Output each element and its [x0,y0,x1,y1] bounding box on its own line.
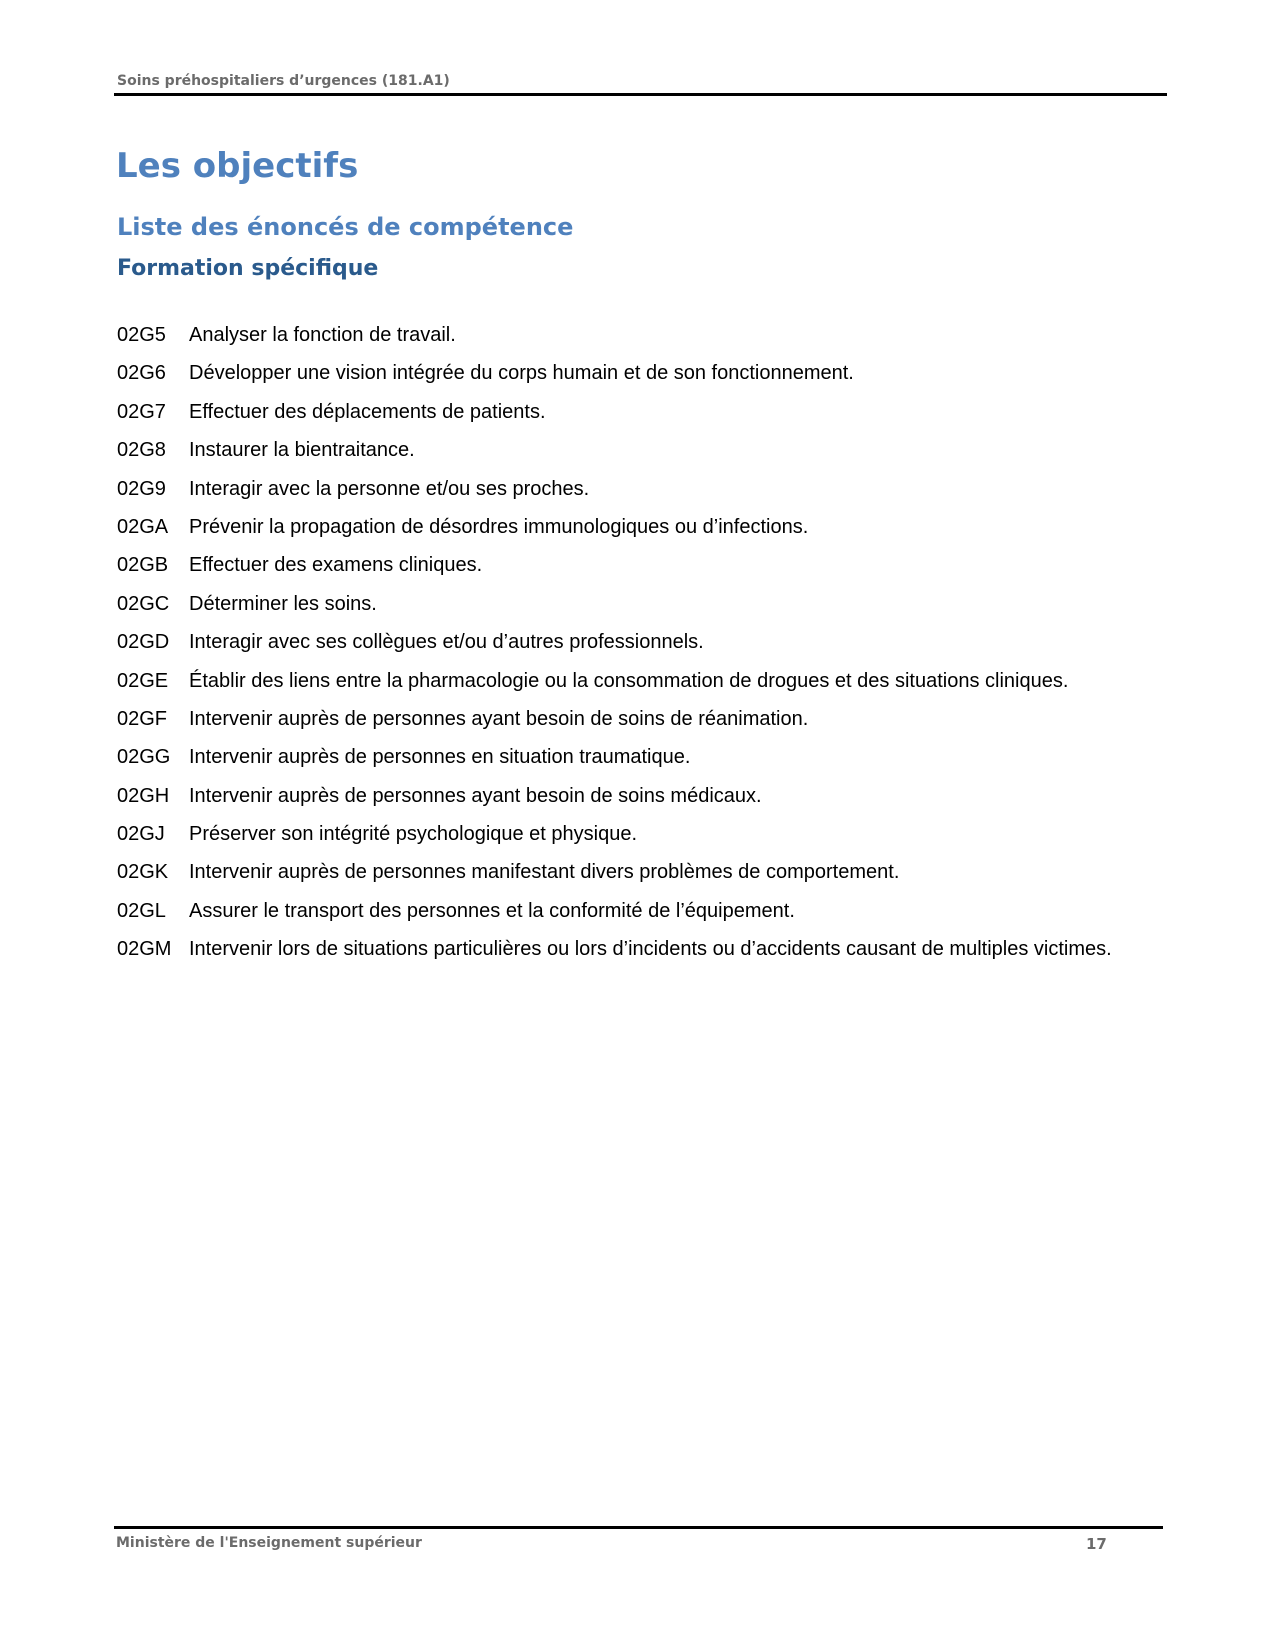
list-item [117,668,1167,694]
competency-text: Effectuer des examens cliniques. [189,554,483,577]
list-item [117,859,1167,885]
competency-text: Intervenir auprès de personnes ayant besoin de soins de réanimation. [189,707,809,730]
list-item [117,898,1167,924]
competency-code: 02G6 [117,362,166,385]
competency-text: Assurer le transport des personnes et la conformité de l’équipement. [189,899,795,922]
competency-text: Développer une vision intégrée du corps humain et de son fonctionnement. [189,362,854,385]
competency-text: Préserver son intégrité psychologique et physique. [189,823,638,846]
competency-code: 02GK [117,861,169,884]
list-item [117,936,1167,962]
competency-text: Instaurer la bientraitance. [189,439,415,462]
competency-text: Prévenir la propagation de désordres immunologiques ou d’infections. [189,515,809,538]
footer-publisher: Ministère de l'Enseignement supérieur [116,1535,422,1551]
competency-code: 02GJ [117,823,165,846]
page-title: Les objectifs [116,146,359,186]
competency-text: Déterminer les soins. [189,592,377,615]
competency-code: 02G5 [117,324,166,346]
competency-text: Analyser la fonction de travail. [189,324,456,346]
section-heading: Formation spécifique [117,256,379,281]
competency-text: Intervenir auprès de personnes manifestant divers problèmes de comportement. [189,861,900,884]
competency-code: 02GC [117,592,170,615]
running-header: Soins préhospitaliers d’urgences (181.A1) [117,73,450,89]
competency-code: 02G9 [117,477,166,500]
competency-text: Interagir avec ses collègues et/ou d’autres professionnels. [189,631,704,654]
competency-code: 02GH [117,784,170,807]
competency-text: Intervenir auprès de personnes en situation traumatique. [189,746,691,769]
competency-list [117,322,1167,975]
list-item [117,629,1167,655]
competency-code: 02GE [117,669,169,692]
page-number: 17 [1086,1535,1107,1553]
competency-text: Interagir avec la personne et/ou ses proches. [189,477,590,500]
list-item [117,591,1167,617]
list-item [117,706,1167,732]
competency-text: Intervenir auprès de personnes ayant besoin de soins médicaux. [189,784,762,807]
competency-code: 02GF [117,707,168,730]
competency-code: 02G8 [117,439,166,462]
competency-code: 02GA [117,515,169,538]
competency-text: Intervenir lors de situations particulières ou lors d’incidents ou d’accidents causant de multiples victimes. [189,938,1112,961]
competency-code: 02G7 [117,400,166,423]
competency-text: Établir des liens entre la pharmacologie ou la consommation de drogues et des situations cliniques. [189,669,1069,692]
list-item [117,821,1167,847]
competency-text: Effectuer des déplacements de patients. [189,400,546,423]
header-rule [114,93,1167,96]
list-item [117,783,1167,809]
list-item [117,514,1167,540]
footer-rule [114,1526,1163,1529]
list-item [117,322,1167,348]
competency-code: 02GL [117,899,166,922]
competency-code: 02GM [117,938,172,961]
list-item [117,552,1167,578]
list-item [117,744,1167,770]
list-item [117,360,1167,386]
competency-code: 02GB [117,554,169,577]
list-item [117,437,1167,463]
list-item [117,476,1167,502]
section-subtitle: Liste des énoncés de compétence [117,213,574,241]
list-item [117,399,1167,425]
competency-code: 02GG [117,746,171,769]
competency-code: 02GD [117,631,170,654]
